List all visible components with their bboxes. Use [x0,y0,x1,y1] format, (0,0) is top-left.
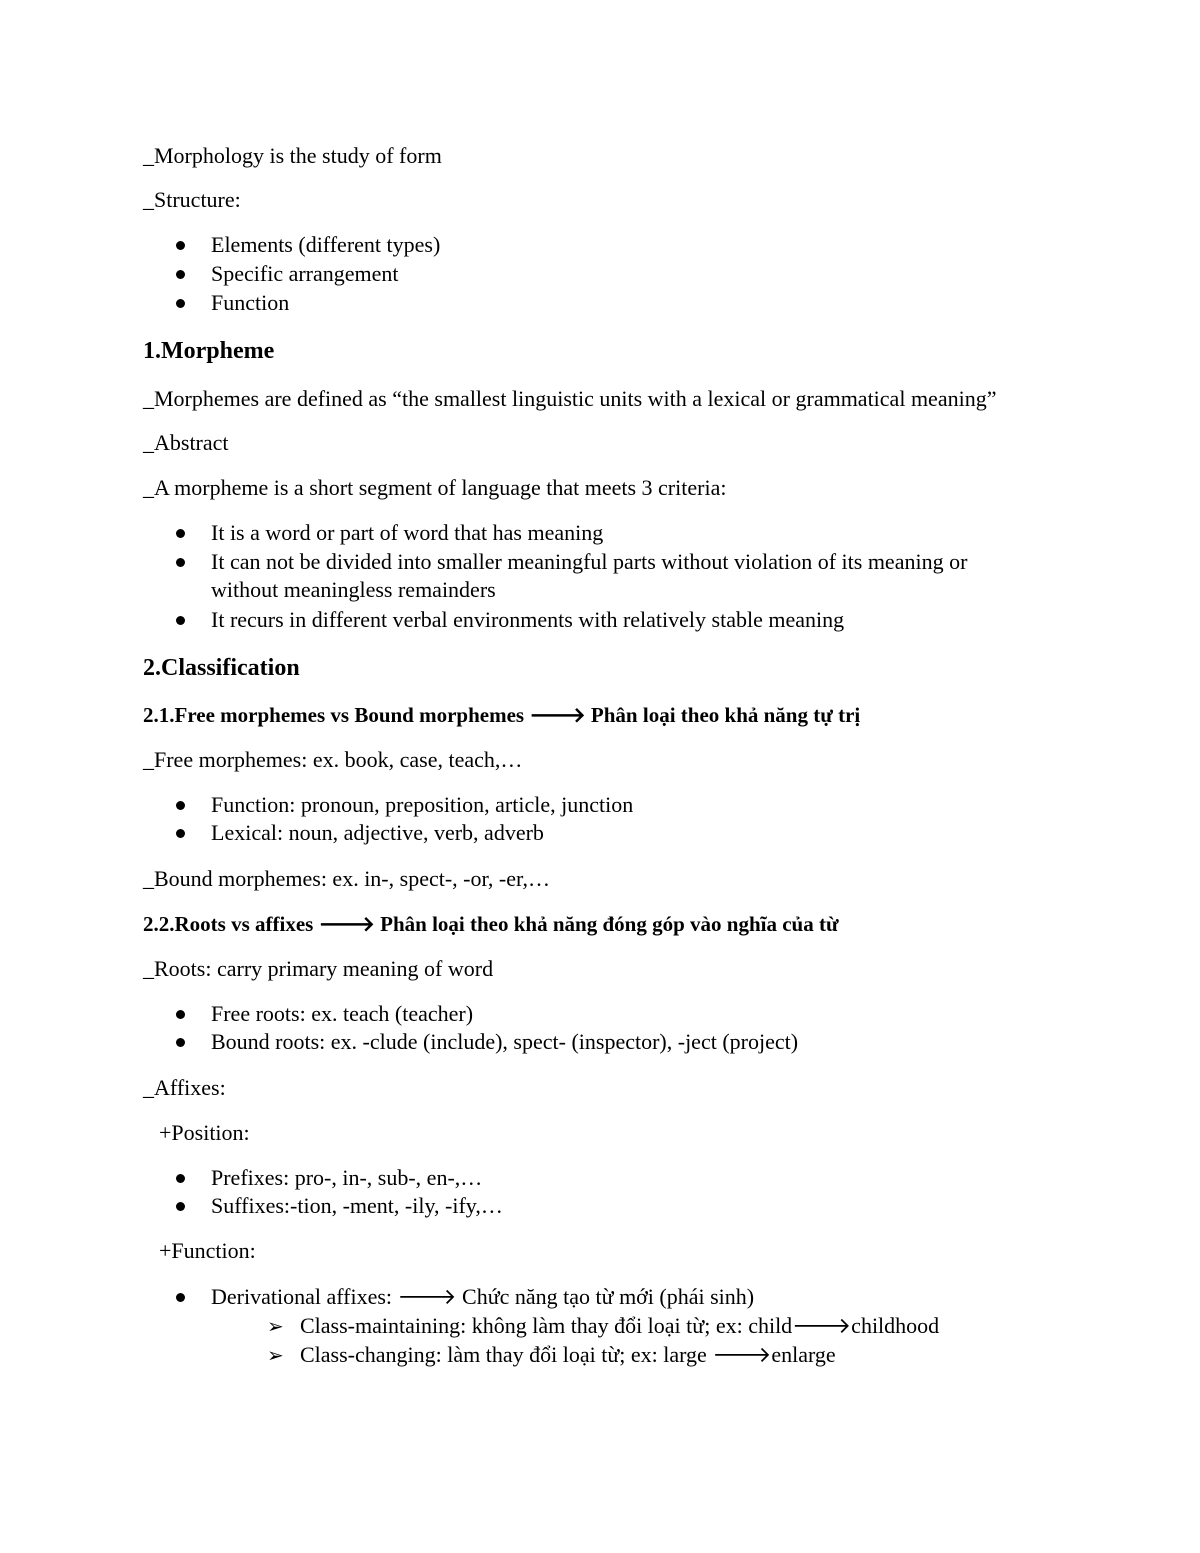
bullet-icon [176,529,185,538]
subheading-text: 2.2.Roots vs affixes [143,912,314,936]
subheading-vn: Phân loại theo khả năng tự trị [590,703,861,727]
list-item: Bound roots: ex. -clude (include), spect- (inspector), -ject (project) [211,1029,799,1054]
morpheme-definition: _Morphemes are defined as “the smallest linguistic units with a lexical or grammatical meaning” [143,386,997,411]
arrow-right-icon: 🡒 [318,912,375,936]
bullet-icon [176,1202,185,1211]
free-morphemes-line: _Free morphemes: ex. book, case, teach,… [143,747,523,772]
subheading-free-bound [143,701,860,729]
list-item: Function [211,290,290,315]
heading-classification: 2.Classification [143,655,300,681]
list-item: Derivational affixes: 🡒 Chức năng tạo từ mới (phái sinh) [211,1284,755,1309]
subheading-text: 2.1.Free morphemes vs Bound morphemes [143,703,525,727]
intro-line-structure: _Structure: [143,187,241,212]
subheading-roots-affixes [143,910,839,938]
list-item: Free roots: ex. teach (teacher) [211,1001,474,1026]
list-item: Suffixes:-tion, -ment, -ily, -ify,… [211,1193,503,1218]
bullet-icon [176,829,185,838]
bullet-icon [176,1293,185,1302]
affixes-line: _Affixes: [143,1075,226,1100]
list-item: Specific arrangement [211,261,399,286]
list-item-continuation: without meaningless remainders [211,577,496,602]
bullet-icon [176,1038,185,1047]
list-item: Function: pronoun, preposition, article, junction [211,792,634,817]
bullet-icon [176,1010,185,1019]
bullet-icon [176,299,185,308]
abstract-line: _Abstract [143,430,229,455]
bound-morphemes-line: _Bound morphemes: ex. in-, spect-, -or, -er,… [143,866,550,891]
roots-line: _Roots: carry primary meaning of word [143,956,494,981]
sub-list-item: Class-changing: làm thay đổi loại từ; ex: large 🡒enlarge [300,1342,836,1367]
intro-line-morphology: _Morphology is the study of form [143,143,442,168]
position-line: +Position: [159,1120,250,1145]
bullet-icon [176,801,185,810]
subheading-vn: Phân loại theo khả năng đóng góp vào nghĩa của từ [380,912,839,936]
list-item: It recurs in different verbal environments with relatively stable meaning [211,607,845,632]
bullet-icon [176,616,185,625]
function-line: +Function: [159,1238,256,1263]
list-item: Elements (different types) [211,232,441,257]
list-item: Lexical: noun, adjective, verb, adverb [211,820,544,845]
sub-list-item: Class-maintaining: không làm thay đổi loại từ; ex: child🡒childhood [300,1313,940,1338]
list-item: It is a word or part of word that has meaning [211,520,604,545]
arrowhead-bullet-icon: ➢ [267,1343,284,1367]
arrow-right-icon: 🡒 [529,703,586,727]
bullet-icon [176,1174,185,1183]
bullet-icon [176,241,185,250]
list-item: It can not be divided into smaller meaningful parts without violation of its meaning or [211,549,968,574]
list-item: Prefixes: pro-, in-, sub-, en-,… [211,1165,483,1190]
arrowhead-bullet-icon: ➢ [267,1314,284,1338]
heading-morpheme: 1.Morpheme [143,338,275,364]
bullet-icon [176,558,185,567]
criteria-intro: _A morpheme is a short segment of language that meets 3 criteria: [143,475,727,500]
bullet-icon [176,270,185,279]
